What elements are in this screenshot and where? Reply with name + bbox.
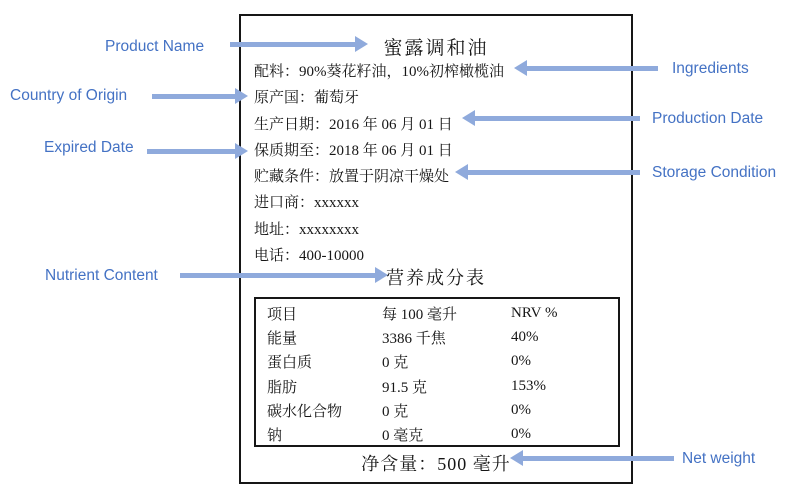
country-of-origin-line: 原产国：葡萄牙	[254, 90, 360, 107]
annotation-ingredients: Ingredients	[672, 60, 749, 77]
storage-condition-arrow-icon	[455, 164, 640, 180]
nutrition-table	[254, 297, 620, 447]
ingredients-line: 配料：90%葵花籽油，10%初榨橄榄油	[254, 64, 504, 80]
country-of-origin-arrow-icon	[152, 88, 248, 104]
ingredients-arrow-icon	[514, 60, 658, 76]
nutrition-cell: 碳水化合物	[267, 403, 343, 420]
nutrition-table-title: 营养成分表	[386, 268, 486, 288]
nutrition-cell: 能量	[267, 330, 298, 347]
annotation-production-date: Production Date	[652, 110, 764, 127]
annotation-storage-condition: Storage Condition	[652, 164, 777, 181]
annotation-expired-date: Expired Date	[44, 139, 134, 156]
storage-condition-line: 贮藏条件：放置于阴凉干燥处	[254, 169, 450, 186]
nutrition-cell: 0 克	[382, 355, 409, 372]
address-line: 地址：xxxxxxxx	[254, 221, 360, 238]
nutrition-cell: 脂肪	[267, 379, 298, 396]
nutrition-cell: 0 毫克	[382, 428, 424, 445]
annotation-product-name: Product Name	[105, 38, 205, 55]
annotation-country-of-origin: Country of Origin	[10, 87, 128, 104]
net-weight-arrow-icon	[510, 450, 674, 466]
nutrition-col-header: NRV %	[511, 304, 558, 321]
annotation-net-weight: Net weight	[682, 450, 756, 467]
product-name-arrow-icon	[230, 36, 368, 52]
nutrition-cell: 40%	[511, 328, 539, 345]
nutrition-cell: 0%	[511, 401, 531, 418]
importer-line: 进口商：xxxxxx	[254, 195, 360, 212]
nutrition-cell: 91.5 克	[382, 379, 428, 396]
phone-line: 电话：400-10000	[254, 248, 364, 265]
expired-date-arrow-icon	[147, 143, 248, 159]
product-name-text: 蜜露调和油	[383, 38, 489, 59]
nutrition-cell: 0 克	[382, 403, 409, 420]
nutrition-cell: 钠	[267, 428, 283, 445]
nutrition-cell: 153%	[511, 377, 546, 394]
net-weight-text: 净含量：500 毫升	[361, 454, 511, 474]
nutrition-col-header: 项目	[267, 306, 298, 323]
nutrient-content-arrow-icon	[180, 267, 388, 283]
nutrition-col-header: 每 100 毫升	[382, 306, 458, 323]
annotation-nutrient-content: Nutrient Content	[45, 267, 158, 284]
nutrition-cell: 0%	[511, 353, 531, 370]
product-label-box	[239, 14, 633, 484]
nutrition-cell: 3386 千焦	[382, 330, 446, 347]
nutrition-cell: 蛋白质	[267, 355, 313, 372]
production-date-arrow-icon	[462, 110, 640, 126]
expired-date-line: 保质期至：2018 年 06 月 01 日	[254, 142, 453, 159]
production-date-line: 生产日期：2016 年 06 月 01 日	[254, 116, 453, 133]
nutrition-cell: 0%	[511, 426, 531, 443]
